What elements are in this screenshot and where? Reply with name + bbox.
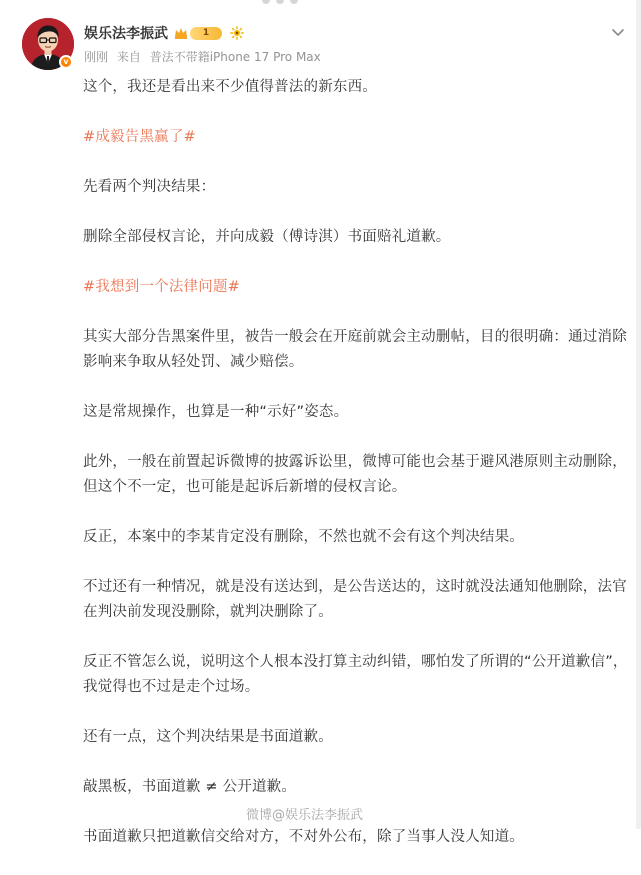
paragraph: 此外，一般在前置起诉微博的披露诉讼里，微博可能也会基于避风港原则主动删除，但这个不一定，也可能是起诉后新增的侵权言论。 <box>83 454 627 495</box>
author-name[interactable]: 娱乐法李振武 <box>84 26 168 42</box>
post-source[interactable]: 普法不带籍iPhone 17 Pro Max <box>149 50 321 64</box>
sun-flower-icon[interactable] <box>230 26 244 40</box>
paragraph: 书面道歉只把道歉信交给对方，不对外公布，除了当事人没人知道。 <box>83 829 524 845</box>
hashtag-link[interactable]: #我想到一个法律问题# <box>83 279 240 295</box>
top-strip <box>0 0 641 6</box>
paragraph: 其实大部分告黑案件里，被告一般会在开庭前就会主动删帖，目的很明确：通过消除影响来争取从轻处罚、减少赔偿。 <box>83 329 627 370</box>
weibo-watermark: 微博@娱乐法李振武 <box>246 808 364 823</box>
paragraph: 删除全部侵权言论，并向成毅（傅诗淇）书面赔礼道歉。 <box>83 229 451 245</box>
paragraph: 不过还有一种情况，就是没有送达到，是公告送达的，这时就没法通知他删除，法官在判决前发现没删除，就判决删除了。 <box>83 579 627 620</box>
paragraph: 反正不管怎么说，说明这个人根本没打算主动纠错，哪怕发了所谓的“公开道歉信”，我觉得也不过是走个过场。 <box>83 654 628 695</box>
paragraph: 敲黑板，书面道歉 ≠ 公开道歉。 <box>83 779 297 795</box>
paragraph: 反正，本案中的李某肯定没有删除，不然也就不会有这个判决结果。 <box>83 529 524 545</box>
paragraph: 先看两个判决结果： <box>83 179 216 195</box>
scrollbar[interactable] <box>636 0 641 829</box>
level-badge[interactable]: 1 <box>190 27 222 40</box>
vip-crown-icon[interactable] <box>174 26 188 40</box>
orange-verified-icon: v <box>59 55 73 69</box>
paragraph: 这个，我还是看出来不少值得普法的新东西。 <box>83 79 377 95</box>
hashtag-link[interactable]: #成毅告黑赢了# <box>83 129 196 145</box>
chevron-down-icon[interactable] <box>610 24 626 40</box>
post-header <box>22 18 632 74</box>
image-preview-dots <box>262 0 310 4</box>
source-prefix: 来自 <box>116 50 141 64</box>
author-row <box>84 22 244 44</box>
paragraph: 还有一点，这个判决结果是书面道歉。 <box>83 729 333 745</box>
post-body <box>83 75 631 875</box>
post-meta <box>84 48 326 65</box>
post-time[interactable]: 刚刚 <box>84 50 109 64</box>
paragraph: 这是常规操作，也算是一种“示好”姿态。 <box>83 404 349 420</box>
